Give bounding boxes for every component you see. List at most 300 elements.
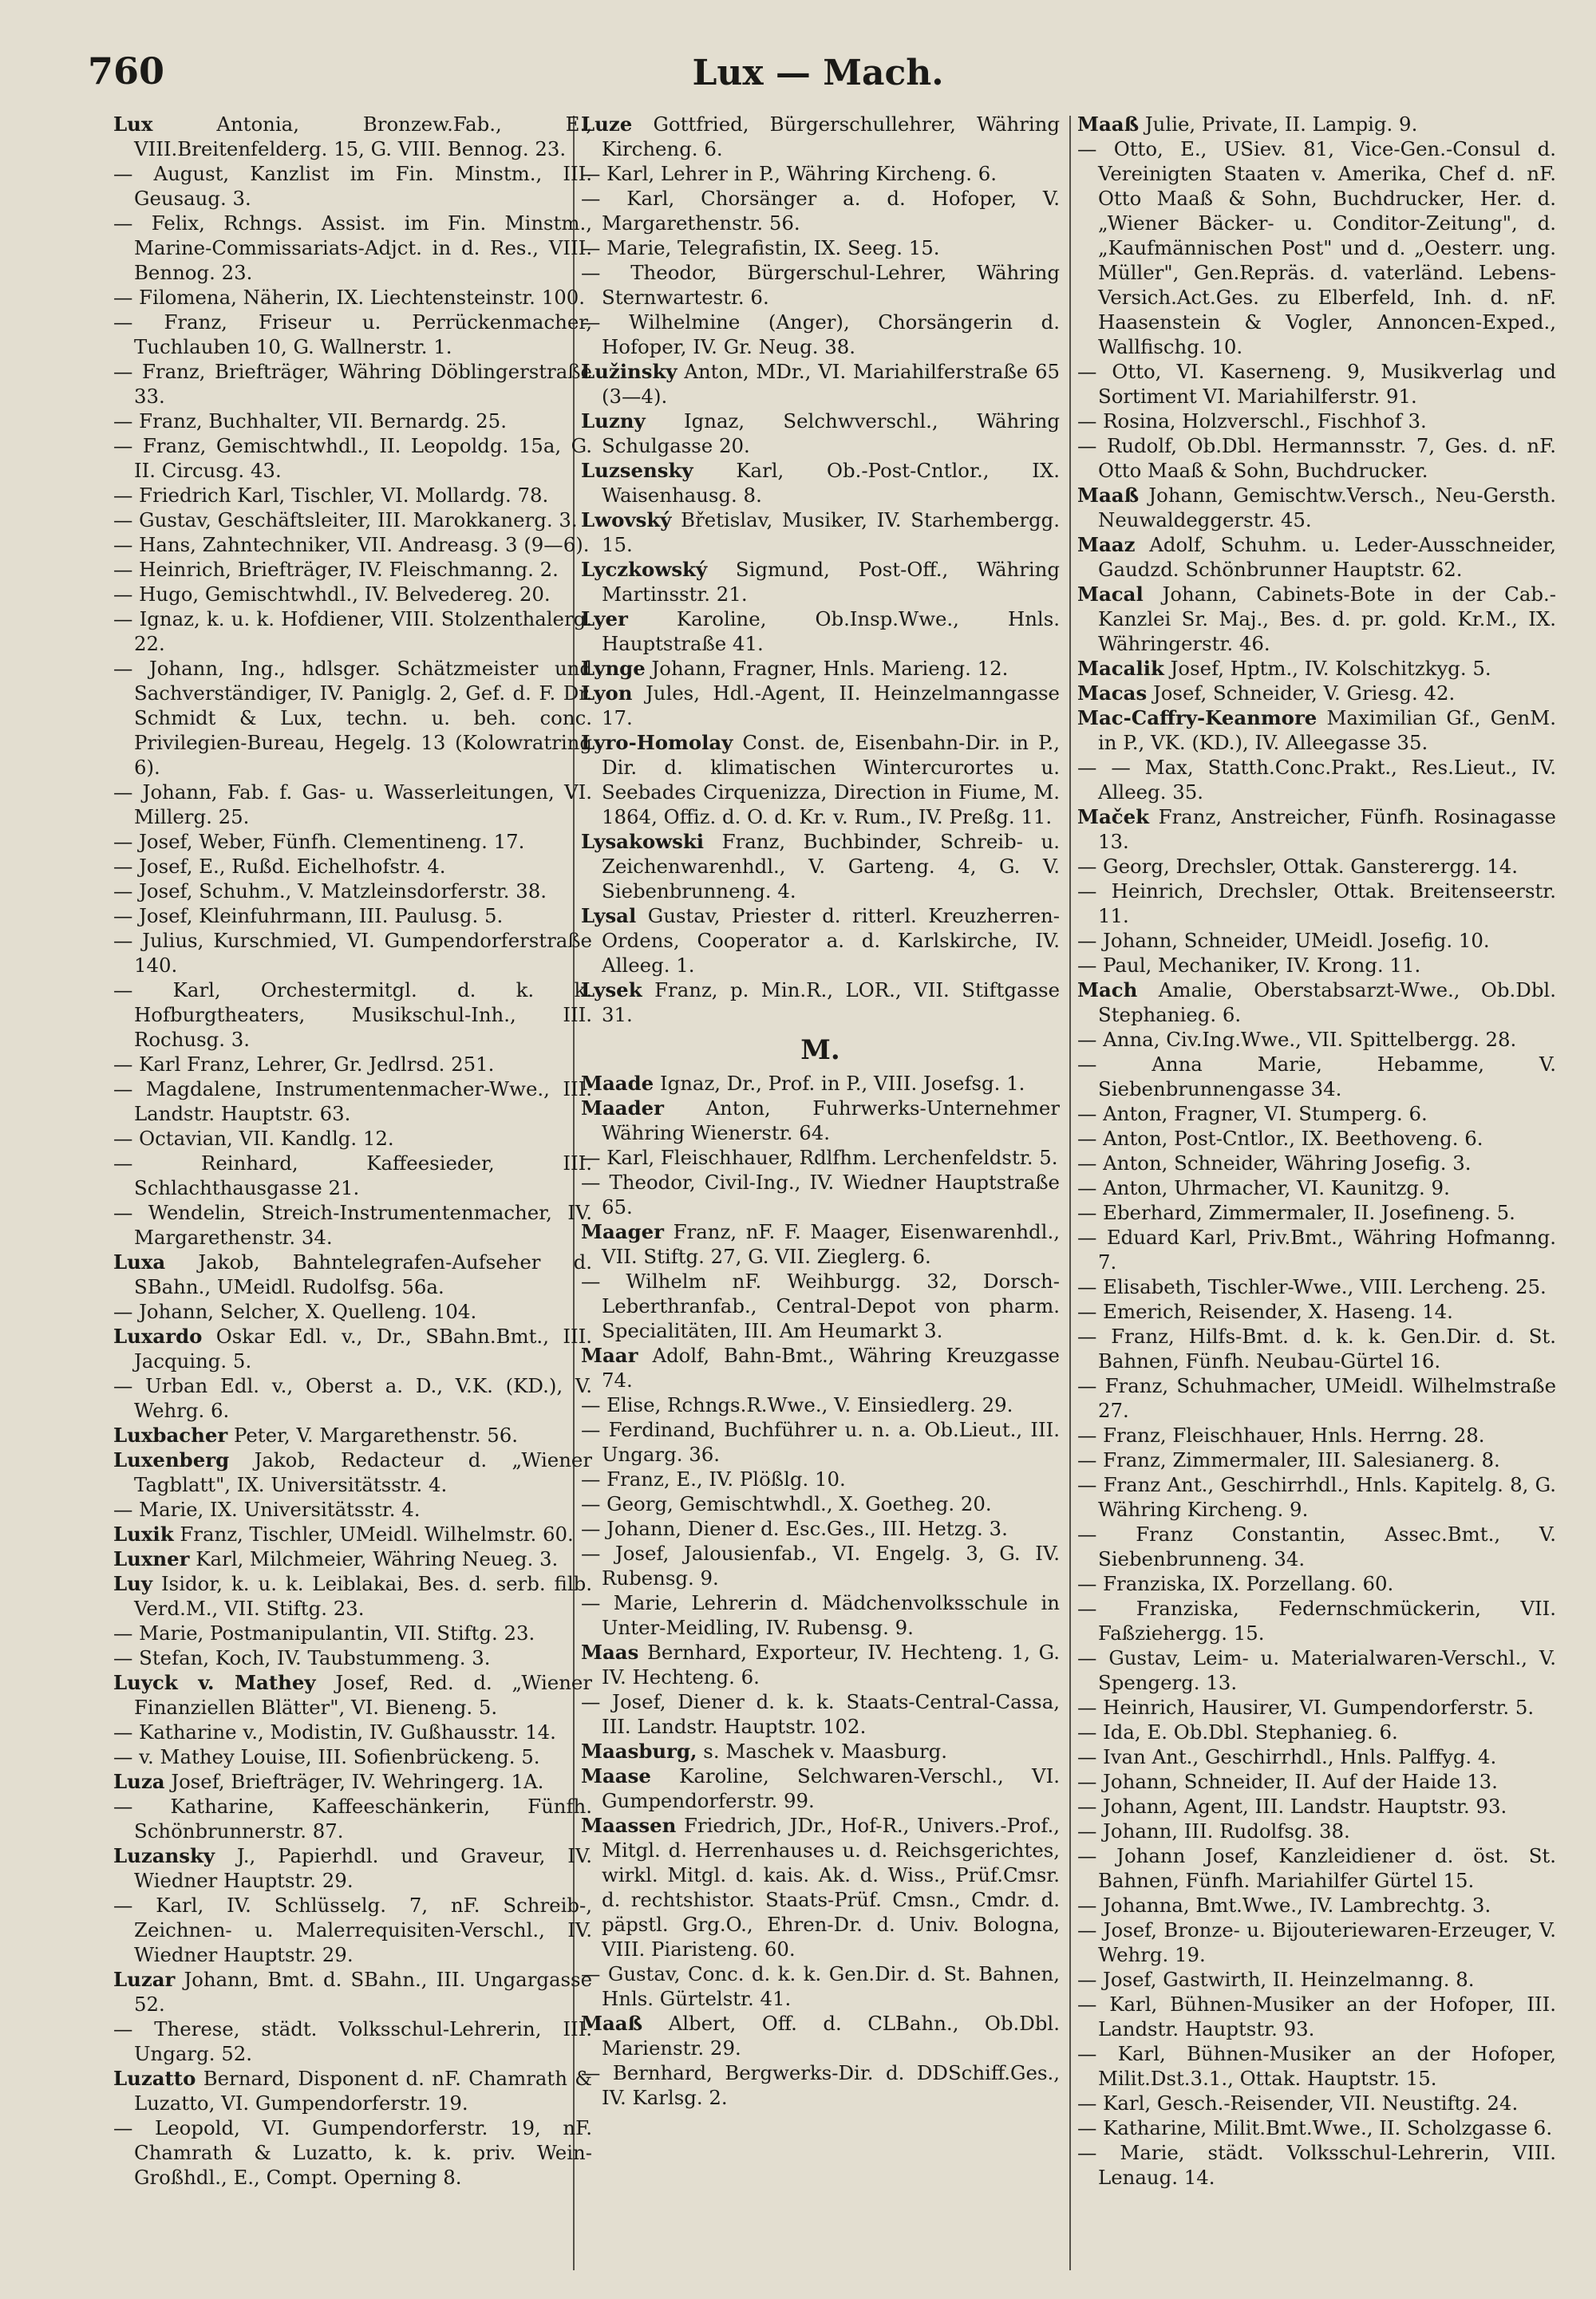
entry-text: Adolf, Bahn-Bmt., Währing Kreuzgasse 74. — [602, 1344, 1060, 1392]
directory-entry — [1077, 532, 1556, 582]
entry-text: — Anton, Uhrmacher, VI. Kaunitzg. 9. — [1077, 1176, 1450, 1199]
entry-text: — Johann, Schneider, II. Auf der Haide 13. — [1077, 1770, 1498, 1793]
entry-text: Johann, Fragner, Hnls. Marieng. 12. — [651, 657, 1009, 680]
directory-entry — [1077, 1645, 1556, 1695]
entry-surname: Lysakowski — [581, 830, 705, 853]
entry-text: — Georg, Gemischtwhdl., X. Goetheg. 20. — [581, 1492, 992, 1515]
directory-entry — [113, 1769, 592, 1794]
entry-surname: Luxa — [113, 1250, 166, 1274]
entry-text: — Stefan, Koch, IV. Taubstummeng. 3. — [113, 1646, 491, 1669]
entry-text: — Magdalene, Instrumentenmacher-Wwe., III. Landstr. Hauptstr. 63. — [113, 1077, 592, 1125]
running-head: Lux — Mach. — [692, 53, 944, 93]
entry-surname: Mach — [1077, 978, 1138, 1001]
entry-text: Johann, Bmt. d. SBahn., III. Ungargasse 52. — [134, 1968, 592, 2016]
entry-surname: Maasburg, — [581, 1740, 697, 1763]
directory-entry — [113, 1720, 592, 1744]
entry-text: — Johann, Selcher, X. Quelleng. 104. — [113, 1300, 477, 1323]
directory-entry — [1077, 1126, 1556, 1151]
entry-text: Bernhard, Exporteur, IV. Hechteng. 1, G. IV. Hechteng. 6. — [602, 1641, 1060, 1689]
entry-text: — Paul, Mechaniker, IV. Krong. 11. — [1077, 954, 1421, 977]
directory-entry — [1077, 483, 1556, 532]
directory-entry — [581, 186, 1060, 235]
directory-entry — [113, 1621, 592, 1645]
entry-text: — Rosina, Holzverschl., Fischhof 3. — [1077, 409, 1427, 433]
directory-entry — [113, 1794, 592, 1843]
directory-entry — [581, 235, 1060, 260]
directory-entry — [1077, 409, 1556, 433]
entry-text: — Johann, Schneider, UMeidl. Josefig. 10. — [1077, 929, 1490, 952]
entry-text: — Franz, Zimmermaler, III. Salesianerg. 8. — [1077, 1448, 1500, 1471]
entry-text: — Franziska, Federnschmückerin, VII. Faßziehergg. 15. — [1077, 1597, 1556, 1645]
directory-entry — [113, 1497, 592, 1522]
directory-entry — [1077, 1843, 1556, 1893]
directory-entry — [1077, 978, 1556, 1027]
entry-text: — Franz, Fleischhauer, Hnls. Herrng. 28. — [1077, 1424, 1485, 1447]
entry-text: — Josef, Gastwirth, II. Heinzelmanng. 8. — [1077, 1968, 1475, 1991]
directory-entry — [1077, 755, 1556, 804]
entry-text: — Karl Franz, Lehrer, Gr. Jedlrsd. 251. — [113, 1053, 495, 1076]
entry-surname: Luzny — [581, 409, 646, 433]
entry-text: Friedrich, JDr., Hof-R., Univers.-Prof., Mitgl. d. Herrenhauses u. d. Reichsgerichtes, wirkl. Mitgl. d. kais. Ak. d. Wiss., Prüf.Cmsr. d. rechtshistor. Staats-Prüf. Cmsn., Cmdr. d. päpstl. Grg.O., Ehren-Dr. d. Univ. Bologna, VIII. Piaristeng. 60. — [602, 1814, 1060, 1961]
directory-entry — [113, 1151, 592, 1200]
directory-entry — [1077, 1819, 1556, 1843]
entry-text: Karoline, Ob.Insp.Wwe., Hnls. Hauptstraße 41. — [602, 607, 1060, 655]
directory-entry — [113, 606, 592, 656]
page-number: 760 — [88, 49, 165, 93]
directory-entry — [1077, 1324, 1556, 1373]
directory-entry — [113, 1843, 592, 1893]
directory-entry — [581, 1689, 1060, 1739]
entry-text: Peter, V. Margarethenstr. 56. — [234, 1424, 519, 1447]
entry-text: J., Papierhdl. und Graveur, IV. Wiedner Hauptstr. 29. — [134, 1844, 592, 1892]
entry-text: Anton, Fuhrwerks-Unternehmer Währing Wienerstr. 64. — [602, 1096, 1060, 1144]
directory-entry — [581, 681, 1060, 730]
entry-text: — Franz, Gemischtwhdl., II. Leopoldg. 15a, G. II. Circusg. 43. — [113, 434, 592, 482]
entry-surname: Luzsensky — [581, 459, 693, 482]
directory-entry — [1077, 804, 1556, 854]
entry-surname: Maaz — [1077, 533, 1136, 556]
entry-surname: Maaß — [1077, 484, 1140, 507]
directory-entry — [1077, 879, 1556, 928]
entry-text: — Karl, Bühnen-Musiker an der Hofoper, III. Landstr. Hauptstr. 93. — [1077, 1993, 1556, 2040]
column-divider — [1069, 116, 1071, 2270]
directory-entry — [1077, 1052, 1556, 1101]
entry-text: Karl, Ob.-Post-Cntlor., IX. Waisenhausg. 8. — [602, 459, 1060, 507]
directory-entry — [113, 557, 592, 582]
directory-entry — [581, 656, 1060, 681]
directory-entry — [581, 1764, 1060, 1813]
directory-entry — [1077, 1027, 1556, 1052]
entry-text: Antonia, Bronzew.Fab., E., VIII.Breitenfelderg. 15, G. VIII. Bennog. 23. — [134, 113, 592, 160]
directory-entry — [113, 1373, 592, 1423]
entry-surname: Lyro-Homolay — [581, 731, 733, 754]
directory-entry — [113, 1324, 592, 1373]
entry-text: — Bernhard, Bergwerks-Dir. d. DDSchiff.Ges., IV. Karlsg. 2. — [581, 2061, 1060, 2109]
entry-text: — Johann, Diener d. Esc.Ges., III. Hetzg. 3. — [581, 1517, 1008, 1540]
entry-surname: Luxbacher — [113, 1424, 228, 1447]
entry-text: — Gustav, Leim- u. Materialwaren-Verschl., V. Spengerg. 13. — [1077, 1646, 1556, 1694]
directory-entry — [1077, 112, 1556, 136]
directory-entry — [1077, 1571, 1556, 1596]
entry-text: Franz, Buchbinder, Schreib- u. Zeichenwarenhdl., V. Garteng. 4, G. V. Siebenbrunneng. 4. — [602, 830, 1060, 903]
entry-surname: Maase — [581, 1764, 651, 1787]
directory-entry — [113, 1571, 592, 1621]
entry-text: Const. de, Eisenbahn-Dir. in P., Dir. d. klimatischen Wintercurortes u. Seebades Cirquenizza, Direction in Fiume, M. 1864, Offiz. d. O. d. Kr. v. Rum., IV. Preßg. 11. — [602, 731, 1060, 828]
directory-entry — [581, 1590, 1060, 1640]
directory-entry — [113, 2066, 592, 2115]
directory-entry — [1077, 1175, 1556, 1200]
directory-entry — [581, 1145, 1060, 1170]
directory-entry — [113, 1052, 592, 1076]
entry-text: — Elisabeth, Tischler-Wwe., VIII. Lercheng. 25. — [1077, 1275, 1547, 1298]
directory-entry — [1077, 1423, 1556, 1448]
directory-entry — [581, 1813, 1060, 1961]
directory-entry — [581, 1417, 1060, 1467]
entry-text: — — Max, Statth.Conc.Prakt., Res.Lieut., IV. Alleeg. 35. — [1077, 756, 1556, 804]
entry-surname: Maček — [1077, 805, 1150, 828]
section-heading: M. — [800, 1034, 840, 1066]
directory-entry — [113, 483, 592, 508]
directory-entry — [113, 1546, 592, 1571]
directory-entry — [113, 310, 592, 359]
directory-entry — [113, 1448, 592, 1497]
entry-text: — Johanna, Bmt.Wwe., IV. Lambrechtg. 3. — [1077, 1894, 1491, 1917]
directory-entry — [113, 829, 592, 854]
entry-text: Adolf, Schuhm. u. Leder-Ausschneider, Gaudzd. Schönbrunner Hauptstr. 62. — [1098, 533, 1556, 581]
directory-entry — [581, 557, 1060, 606]
directory-entry — [1077, 1967, 1556, 1992]
entry-text: — August, Kanzlist im Fin. Minstm., III. Geusaug. 3. — [113, 162, 592, 210]
entry-text: — Reinhard, Kaffeesieder, III. Schlachthausgasse 21. — [113, 1151, 592, 1199]
entry-text: Franz, Anstreicher, Fünfh. Rosinagasse 13. — [1098, 805, 1556, 853]
entry-text: — Katharine v., Modistin, IV. Gußhausstr. 14. — [113, 1720, 556, 1744]
entry-text: Oskar Edl. v., Dr., SBahn.Bmt., III. Jacquing. 5. — [134, 1325, 592, 1373]
directory-entry — [581, 1096, 1060, 1145]
entry-surname: Maager — [581, 1220, 665, 1243]
entry-text: — Emerich, Reisender, X. Haseng. 14. — [1077, 1300, 1453, 1323]
entry-surname: Luza — [113, 1770, 165, 1793]
directory-entry — [1077, 433, 1556, 483]
entry-surname: Lužinsky — [581, 360, 678, 383]
entry-text: — Anna Marie, Hebamme, V. Siebenbrunnengasse 34. — [1077, 1053, 1556, 1100]
entry-text: Josef, Briefträger, IV. Wehringerg. 1A. — [171, 1770, 544, 1793]
entry-text: — Octavian, VII. Kandlg. 12. — [113, 1127, 394, 1150]
entry-text: — Josef, Kleinfuhrmann, III. Paulusg. 5. — [113, 904, 504, 927]
entry-surname: Lwovský — [581, 508, 672, 531]
directory-entry — [581, 1219, 1060, 1269]
directory-entry — [1077, 1200, 1556, 1225]
entry-text: — Urban Edl. v., Oberst a. D., V.K. (KD.), V. Wehrg. 6. — [113, 1374, 592, 1422]
entry-text: — Anna, Civ.Ing.Wwe., VII. Spittelbergg. 28. — [1077, 1028, 1517, 1051]
entry-text: Ignaz, Dr., Prof. in P., VIII. Josefsg. 1. — [659, 1072, 1025, 1095]
entry-surname: Maassen — [581, 1814, 677, 1837]
entry-text: — Karl, Orchestermitgl. d. k. k. Hofburgtheaters, Musikschul-Inh., III. Rochusg. 3. — [113, 978, 592, 1051]
entry-surname: Maaß — [581, 2012, 643, 2035]
directory-entry — [1077, 1448, 1556, 1472]
entry-text: — Josef, Diener d. k. k. Staats-Central-Cassa, III. Landstr. Hauptstr. 102. — [581, 1690, 1060, 1738]
directory-entry — [581, 508, 1060, 557]
entry-text: Amalie, Oberstabsarzt-Wwe., Ob.Dbl. Stephanieg. 6. — [1098, 978, 1556, 1026]
entry-text: — Ignaz, k. u. k. Hofdiener, VIII. Stolzenthalerg. 22. — [113, 607, 592, 655]
directory-entry — [581, 260, 1060, 310]
directory-entry — [581, 730, 1060, 829]
entry-text: Anton, MDr., VI. Mariahilferstraße 65 (3—4). — [602, 360, 1060, 408]
entry-text: — Wilhelm nF. Weihburgg. 32, Dorsch-Leberthranfab., Central-Depot von pharm. Specialitäten, III. Am Heumarkt 3. — [581, 1270, 1060, 1342]
directory-entry — [1077, 1101, 1556, 1126]
directory-entry — [1077, 2041, 1556, 2091]
entry-text: — Wendelin, Streich-Instrumentenmacher, IV. Margarethenstr. 34. — [113, 1201, 592, 1249]
entry-surname: Lux — [113, 113, 153, 136]
directory-entry — [1077, 656, 1556, 681]
directory-entry — [1077, 1695, 1556, 1720]
directory-entry — [581, 1541, 1060, 1590]
entry-text: — Eduard Karl, Priv.Bmt., Währing Hofmanng. 7. — [1077, 1226, 1556, 1274]
entry-surname: Luze — [581, 113, 633, 136]
entry-surname: Lysal — [581, 904, 637, 927]
directory-entry — [113, 582, 592, 606]
entry-text: Gottfried, Bürgerschullehrer, Währing Kircheng. 6. — [602, 113, 1060, 160]
directory-entry — [113, 1200, 592, 1250]
entry-text: — Johann Josef, Kanzleidiener d. öst. St. Bahnen, Fünfh. Mariahilfer Gürtel 15. — [1077, 1844, 1556, 1892]
entry-text: — Franz, Briefträger, Währing Döblingerstraße 33. — [113, 360, 592, 408]
entry-text: Karoline, Selchwaren-Verschl., VI. Gumpendorferstr. 99. — [602, 1764, 1060, 1812]
entry-surname: Lyon — [581, 681, 633, 705]
directory-entry — [581, 409, 1060, 458]
directory-entry — [1077, 1893, 1556, 1918]
directory-entry — [1077, 1225, 1556, 1274]
directory-entry — [581, 1343, 1060, 1392]
directory-entry — [113, 1670, 592, 1720]
entry-surname: Maas — [581, 1641, 639, 1664]
entry-text: — Josef, Bronze- u. Bijouteriewaren-Erzeuger, V. Wehrg. 19. — [1077, 1918, 1556, 1966]
directory-entry — [113, 409, 592, 433]
directory-entry — [113, 903, 592, 928]
directory-entry — [113, 1522, 592, 1546]
entry-text: — Gustav, Geschäftsleiter, III. Marokkanerg. 3. — [113, 508, 578, 531]
directory-entry — [113, 112, 592, 161]
directory-entry — [1077, 1992, 1556, 2041]
entry-surname: Macas — [1077, 681, 1148, 705]
entry-text: Sigmund, Post-Off., Währing Martinsstr. 21. — [602, 558, 1060, 606]
entry-text: Jakob, Redacteur d. „Wiener Tagblatt", IX. Universitätsstr. 4. — [134, 1448, 592, 1496]
entry-text: — Franz Constantin, Assec.Bmt., V. Siebenbrunneng. 34. — [1077, 1523, 1556, 1570]
directory-entry — [581, 458, 1060, 508]
entry-text: — Franziska, IX. Porzellang. 60. — [1077, 1572, 1394, 1595]
entry-surname: Maar — [581, 1344, 638, 1367]
entry-text: — v. Mathey Louise, III. Sofienbrückeng. 5. — [113, 1745, 540, 1768]
entry-surname: Maader — [581, 1096, 665, 1120]
entry-text: — Franz, E., IV. Plößlg. 10. — [581, 1467, 846, 1491]
entry-surname: Luxenberg — [113, 1448, 230, 1471]
directory-entry — [581, 2011, 1060, 2060]
directory-entry — [113, 211, 592, 285]
directory-entry — [1077, 2115, 1556, 2140]
directory-entry — [1077, 1274, 1556, 1299]
entry-text: — Hugo, Gemischtwhdl., IV. Belvedereg. 20. — [113, 583, 551, 606]
directory-entry — [113, 1967, 592, 2017]
directory-entry — [1077, 359, 1556, 409]
entry-text: — Josef, Weber, Fünfh. Clementineng. 17. — [113, 830, 525, 853]
directory-entry — [1077, 2140, 1556, 2190]
entry-surname: Luy — [113, 1572, 153, 1595]
entry-text: — Karl, Chorsänger a. d. Hofoper, V. Margarethenstr. 56. — [581, 187, 1060, 235]
entry-text: — Georg, Drechsler, Ottak. Gansterergg. 14. — [1077, 855, 1518, 878]
entry-text: Isidor, k. u. k. Leiblakai, Bes. d. serb. filb. Verd.M., VII. Stiftg. 23. — [134, 1572, 592, 1620]
directory-entry — [113, 508, 592, 532]
entry-text: — Otto, VI. Kaserneng. 9, Musikverlag und Sortiment VI. Mariahilferstr. 91. — [1077, 360, 1556, 408]
directory-entry — [113, 854, 592, 879]
directory-entry — [113, 1126, 592, 1151]
directory-entry — [581, 1071, 1060, 1096]
entry-text: — Karl, Gesch.-Reisender, VII. Neustiftg. 24. — [1077, 2092, 1519, 2115]
entry-text: Franz, nF. F. Maager, Eisenwarenhdl., VII. Stiftg. 27, G. VII. Zieglerg. 6. — [602, 1220, 1060, 1268]
entry-text: — Karl, IV. Schlüsselg. 7, nF. Schreib-, Zeichnen- u. Malerrequisiten-Verschl., IV. Wiedner Hauptstr. 29. — [113, 1894, 592, 1966]
entry-text: — Karl, Lehrer in P., Währing Kircheng. 6. — [581, 162, 998, 185]
entry-text: s. Maschek v. Maasburg. — [703, 1740, 948, 1763]
directory-entry — [581, 903, 1060, 978]
entry-text: — Ida, E. Ob.Dbl. Stephanieg. 6. — [1077, 1720, 1398, 1744]
directory-entry — [581, 310, 1060, 359]
entry-text: — Heinrich, Hausirer, VI. Gumpendorferstr. 5. — [1077, 1696, 1535, 1719]
entry-text: Julie, Private, II. Lampig. 9. — [1144, 113, 1418, 136]
directory-entry — [113, 1250, 592, 1299]
entry-text: Maximilian Gf., GenM. in P., VK. (KD.), IV. Alleegasse 35. — [1098, 706, 1556, 754]
column-3 — [1077, 112, 1556, 2282]
entry-surname: Luxardo — [113, 1325, 203, 1348]
entry-text: Albert, Off. d. CLBahn., Ob.Dbl. Marienstr. 29. — [602, 2012, 1060, 2060]
directory-entry — [113, 1645, 592, 1670]
entry-text: — Heinrich, Briefträger, IV. Fleischmanng. 2. — [113, 558, 559, 581]
entry-text: — Elise, Rchngs.R.Wwe., V. Einsiedlerg. 29. — [581, 1393, 1013, 1416]
directory-entry — [1077, 1720, 1556, 1744]
directory-entry — [113, 879, 592, 903]
directory-entry — [1077, 854, 1556, 879]
entry-surname: Lyczkowský — [581, 558, 708, 581]
directory-entry — [1077, 582, 1556, 656]
entry-text: — Hans, Zahntechniker, VII. Andreasg. 3 (9—6). — [113, 533, 590, 556]
entry-text: — Franz Ant., Geschirrhdl., Hnls. Kapitelg. 8, G. Währing Kircheng. 9. — [1077, 1473, 1556, 1521]
entry-text: — Eberhard, Zimmermaler, II. Josefineng. 5. — [1077, 1201, 1515, 1224]
directory-entry — [581, 161, 1060, 186]
directory-entry — [581, 1392, 1060, 1417]
directory-entry — [113, 161, 592, 211]
entry-text: — Marie, städt. Volksschul-Lehrerin, VIII. Lenaug. 14. — [1077, 2141, 1556, 2189]
entry-text: — Felix, Rchngs. Assist. im Fin. Minstm., Marine-Commissariats-Adjct. in d. Res., VIII. Bennog. 23. — [113, 211, 592, 284]
entry-text: — Josef, E., Rußd. Eichelhofstr. 4. — [113, 855, 446, 878]
entry-text: — Friedrich Karl, Tischler, VI. Mollardg. 78. — [113, 484, 549, 507]
entry-text: — Therese, städt. Volksschul-Lehrerin, III. Ungarg. 52. — [113, 2017, 592, 2065]
entry-text: — Marie, Telegrafistin, IX. Seeg. 15. — [581, 236, 940, 259]
directory-entry — [1077, 928, 1556, 953]
directory-entry — [1077, 1299, 1556, 1324]
entry-text: — Marie, Lehrerin d. Mädchenvolksschule in Unter-Meidling, IV. Rubensg. 9. — [581, 1591, 1060, 1639]
entry-text: — Theodor, Bürgerschul-Lehrer, Währing Sternwartestr. 6. — [581, 261, 1060, 309]
directory-entry — [1077, 1522, 1556, 1571]
directory-entry — [1077, 1596, 1556, 1645]
directory-entry — [1077, 1918, 1556, 1967]
entry-text: — Karl, Fleischhauer, Rdlfhm. Lerchenfeldstr. 5. — [581, 1146, 1058, 1169]
entry-surname: Luxner — [113, 1547, 190, 1570]
entry-text: Gustav, Priester d. ritterl. Kreuzherren-Ordens, Cooperator a. d. Karlskirche, IV. Alleeg. 1. — [602, 904, 1060, 977]
entry-text: — Theodor, Civil-Ing., IV. Wiedner Hauptstraße 65. — [581, 1171, 1060, 1219]
entry-text: Josef, Red. d. „Wiener Finanziellen Blätter", VI. Bieneng. 5. — [134, 1671, 592, 1719]
entry-text: Jules, Hdl.-Agent, II. Heinzelmanngasse 17. — [602, 681, 1060, 729]
entry-text: — Ferdinand, Buchführer u. n. a. Ob.Lieut., III. Ungarg. 36. — [581, 1418, 1060, 1466]
directory-entry — [113, 928, 592, 978]
entry-text: Johann, Gemischtw.Versch., Neu-Gersth. Neuwaldeggerstr. 45. — [1098, 484, 1556, 531]
directory-entry — [581, 606, 1060, 656]
entry-text: — Josef, Jalousienfab., VI. Engelg. 3, G. IV. Rubensg. 9. — [581, 1542, 1060, 1590]
directory-entry — [581, 1269, 1060, 1343]
directory-entry — [581, 829, 1060, 903]
entry-text: — Filomena, Näherin, IX. Liechtensteinstr. 100. — [113, 286, 585, 309]
entry-text: — Anton, Schneider, Währing Josefig. 3. — [1077, 1151, 1472, 1175]
entry-text: — Anton, Fragner, VI. Stumperg. 6. — [1077, 1102, 1428, 1125]
directory-entry — [1077, 705, 1556, 755]
entry-text: — Johann, Fab. f. Gas- u. Wasserleitungen, VI. Millerg. 25. — [113, 780, 592, 828]
entry-text: — Katharine, Milit.Bmt.Wwe., II. Scholzgasse 6. — [1077, 2116, 1553, 2139]
directory-entry — [1077, 1794, 1556, 1819]
directory-entry — [1077, 1472, 1556, 1522]
entry-surname: Mac-Caffry-Keanmore — [1077, 706, 1317, 729]
directory-entry — [581, 1739, 1060, 1764]
entry-surname: Luyck v. Mathey — [113, 1671, 316, 1694]
directory-entry — [1077, 1373, 1556, 1423]
entry-text: — Leopold, VI. Gumpendorferstr. 19, nF. Chamrath & Luzatto, k. k. priv. Wein-Großhdl., E., Compt. Operning 8. — [113, 2116, 592, 2189]
entry-surname: Luzar — [113, 1968, 176, 1991]
entry-surname: Maade — [581, 1072, 654, 1095]
entry-text: Bernard, Disponent d. nF. Chamrath & Luzatto, VI. Gumpendorferstr. 19. — [134, 2067, 592, 2115]
directory-entry — [113, 1299, 592, 1324]
directory-entry — [113, 1744, 592, 1769]
directory-entry — [113, 1076, 592, 1126]
directory-entry — [1077, 953, 1556, 978]
entry-text: Ignaz, Selchwverschl., Währing Schulgasse 20. — [602, 409, 1060, 457]
directory-entry — [581, 1516, 1060, 1541]
entry-text: — Julius, Kurschmied, VI. Gumpendorferstraße 140. — [113, 929, 592, 977]
directory-entry — [1077, 2091, 1556, 2115]
entry-surname: Maaß — [1077, 113, 1140, 136]
entry-text: — Karl, Bühnen-Musiker an der Hofoper, Milit.Dst.3.1., Ottak. Hauptstr. 15. — [1077, 2042, 1556, 2090]
entry-text: — Ivan Ant., Geschirrhdl., Hnls. Palffyg. 4. — [1077, 1745, 1497, 1768]
directory-entry — [113, 1893, 592, 1967]
entry-text: — Katharine, Kaffeeschänkerin, Fünfh. Schönbrunnerstr. 87. — [113, 1795, 592, 1843]
entry-text: — Franz, Schuhmacher, UMeidl. Wilhelmstraße 27. — [1077, 1374, 1556, 1422]
entry-surname: Macal — [1077, 583, 1144, 606]
directory-entry — [113, 359, 592, 409]
column-1 — [113, 112, 592, 2282]
directory-entry — [1077, 1151, 1556, 1175]
entry-text: — Johann, Agent, III. Landstr. Hauptstr. 93. — [1077, 1795, 1507, 1818]
entry-text: Jakob, Bahntelegrafen-Aufseher d. SBahn., UMeidl. Rudolfsg. 56a. — [134, 1250, 592, 1298]
directory-entry — [113, 2017, 592, 2066]
column-2 — [581, 112, 1060, 2282]
directory-entry — [113, 1423, 592, 1448]
entry-surname: Luxik — [113, 1523, 174, 1546]
entry-text: — Heinrich, Drechsler, Ottak. Breitenseerstr. 11. — [1077, 879, 1556, 927]
directory-entry — [581, 1961, 1060, 2011]
directory-entry — [113, 433, 592, 483]
entry-text: — Josef, Schuhm., V. Matzleinsdorferstr. 38. — [113, 879, 547, 903]
directory-entry — [581, 1640, 1060, 1689]
entry-surname: Lyer — [581, 607, 628, 630]
entry-text: — Franz, Hilfs-Bmt. d. k. k. Gen.Dir. d. St. Bahnen, Fünfh. Neubau-Gürtel 16. — [1077, 1325, 1556, 1373]
entry-text: Josef, Schneider, V. Griesg. 42. — [1152, 681, 1456, 705]
entry-text: Karl, Milchmeier, Währing Neueg. 3. — [196, 1547, 559, 1570]
entry-text: — Otto, E., USiev. 81, Vice-Gen.-Consul d. Vereinigten Staaten v. Amerika, Chef d. nF. Otto Maaß & Sohn, Buchdrucker, Her. d. „Wiener Bäcker- u. Conditor-Zeitung", d. „Kaufmännischen Post" und d. „Oesterr. ung. Müller", Gen.Repräs. d. vaterländ. Lebens-Versich.Act.Ges. zu Elberfeld, Inh. d. nF. Haasenstein & Vogler, Annoncen-Exped., Wallfischg. 10. — [1077, 137, 1556, 358]
directory-entry — [1077, 1769, 1556, 1794]
entry-text: — Gustav, Conc. d. k. k. Gen.Dir. d. St. Bahnen, Hnls. Gürtelstr. 41. — [581, 1962, 1060, 2010]
